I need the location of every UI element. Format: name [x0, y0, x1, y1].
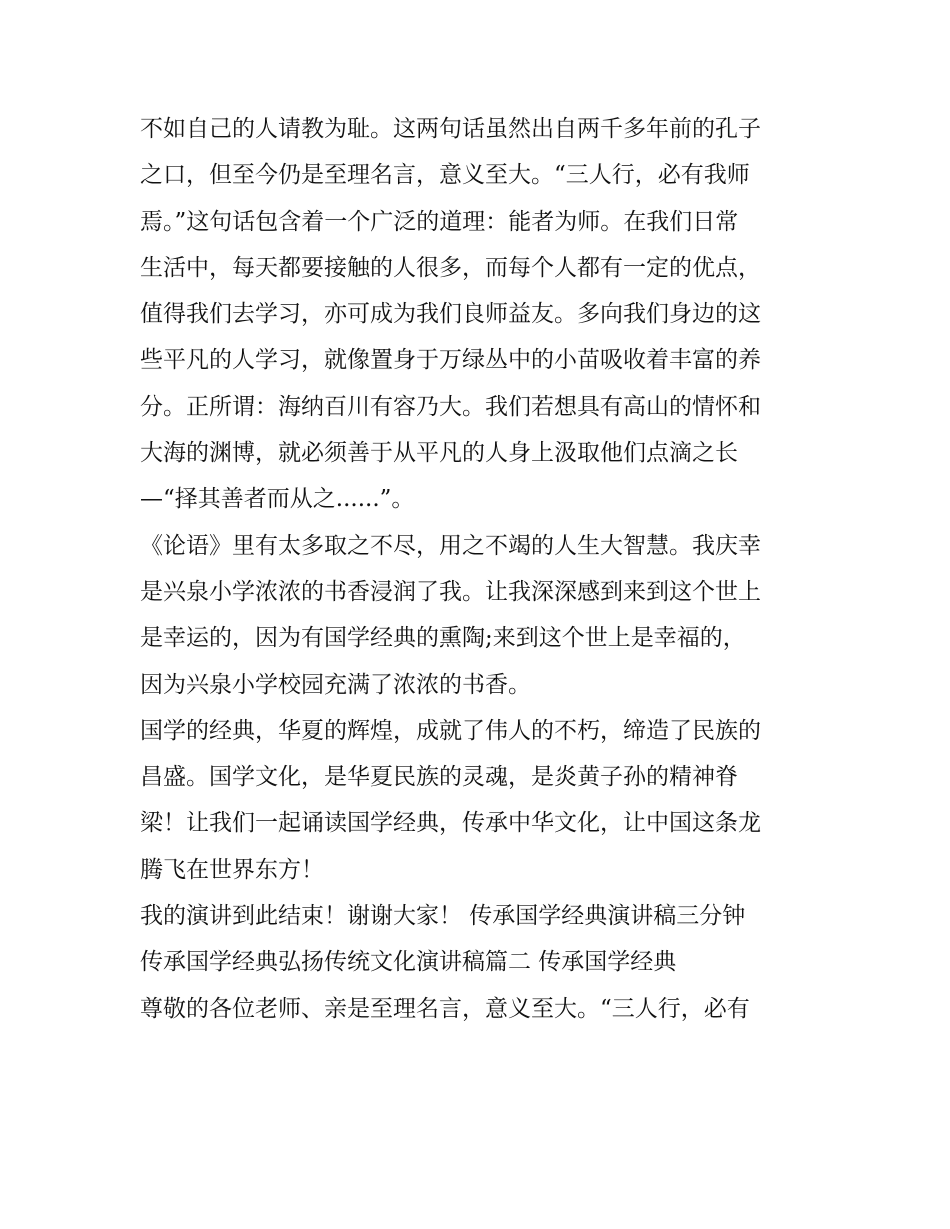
text-line: 焉。”这句话包含着一个广泛的道理：能者为师。在我们日常: [140, 208, 739, 235]
text-line: 是幸运的，因为有国学经典的熏陶;来到这个世上是幸福的，: [140, 625, 746, 652]
text-line: 我的演讲到此结束！谢谢大家！ 传承国学经典演讲稿三分钟: [140, 903, 746, 930]
text-line: 昌盛。国学文化，是华夏民族的灵魂，是炎黄子孙的精神脊: [140, 764, 738, 791]
text-line: 不如自己的人请教为耻。这两句话虽然出自两千多年前的孔子: [140, 116, 761, 142]
text-line: 是兴泉小学浓浓的书香浸润了我。让我深深感到来到这个世上: [140, 578, 761, 605]
text-line: 国学的经典，华夏的辉煌，成就了伟人的不朽，缔造了民族的: [140, 717, 761, 744]
document-body: [140, 106, 830, 1032]
text-line: 尊敬的各位老师、亲是至理名言，意义至大。“三人行，必有: [140, 995, 750, 1022]
text-line: 《论语》里有太多取之不尽，用之不竭的人生大智慧。我庆幸: [140, 532, 761, 559]
text-line: —“择其善者而从之......”。: [140, 486, 415, 513]
text-line: 大海的渊博，就必须善于从平凡的人身上汲取他们点滴之长: [140, 440, 738, 467]
text-line: 值得我们去学习，亦可成为我们良师益友。多向我们身边的这: [140, 301, 761, 328]
text-line: 分。正所谓：海纳百川有容乃大。我们若想具有高山的情怀和: [140, 393, 761, 420]
text-line: 之口，但至今仍是至理名言，意义至大。“三人行，必有我师: [140, 162, 750, 189]
text-line: 生活中，每天都要接触的人很多，而每个人都有一定的优点，: [140, 254, 761, 281]
text-line: 传承国学经典弘扬传统文化演讲稿篇二 传承国学经典: [140, 949, 677, 976]
text-line: 因为兴泉小学校园充满了浓浓的书香。: [140, 671, 531, 698]
text-line: 些平凡的人学习，就像置身于万绿丛中的小苗吸收着丰富的养: [140, 347, 761, 374]
text-line: 梁！让我们一起诵读国学经典，传承中华文化，让中国这条龙: [140, 810, 761, 837]
text-line: 腾飞在世界东方！: [140, 856, 324, 883]
